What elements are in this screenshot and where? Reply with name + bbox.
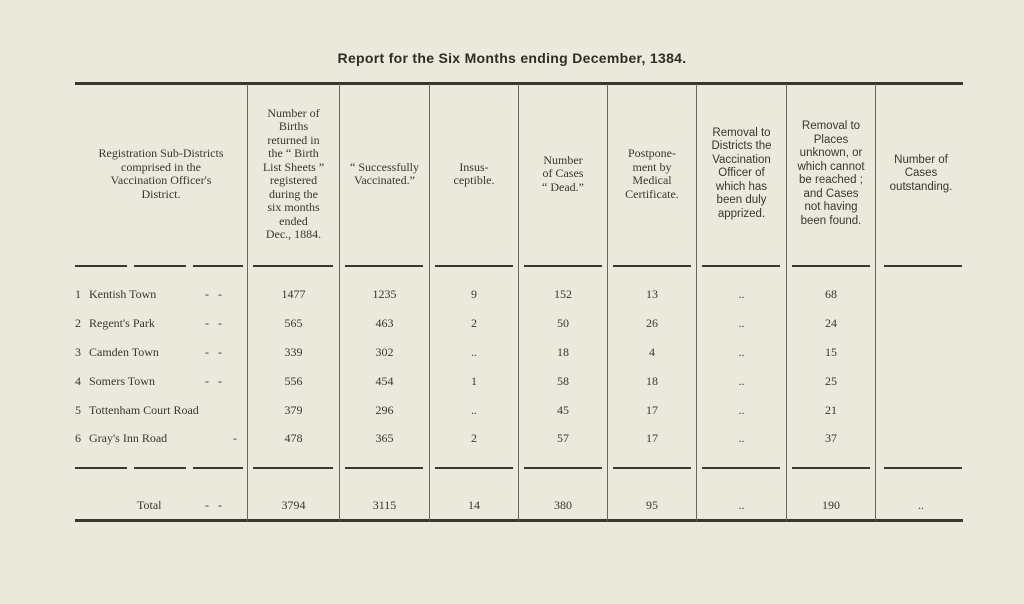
births-total: 3794 [281, 498, 306, 512]
insusceptible-cell: .. [471, 403, 477, 417]
outstanding-cell [876, 341, 966, 363]
vaccinated-cell: 454 [375, 374, 394, 388]
vaccinated-total: 3115 [372, 498, 397, 512]
row-number: 1 [75, 287, 81, 301]
postponement-cell: 4 [649, 345, 655, 359]
dead-cell: 58 [557, 374, 569, 388]
header-postponement: Postpone- ment by Medical Certificate. [625, 146, 679, 201]
births-cell: 1477 [281, 287, 306, 301]
vaccinated-cell: 296 [375, 403, 394, 417]
postponement-cell: 17 [646, 403, 658, 417]
header-vaccinated: “ Successfully Vaccinated.” [350, 159, 419, 187]
total-label: Total [137, 498, 162, 512]
insusceptible-total: 14 [468, 498, 480, 512]
table-row [75, 370, 963, 392]
removal-unknown-cell: 21 [825, 403, 837, 417]
district-name: Kentish Town [89, 287, 157, 301]
insusceptible-cell: 2 [471, 316, 477, 330]
dead-cell: 18 [557, 345, 569, 359]
table-row [75, 312, 963, 334]
district-name: Regent's Park [89, 316, 155, 330]
outstanding-cell [876, 370, 966, 392]
table-row [75, 341, 963, 363]
row-number: 6 [75, 431, 81, 445]
insusceptible-cell: 2 [471, 431, 477, 445]
row-number: 2 [75, 316, 81, 330]
header-outstanding: Number of Cases outstanding. [889, 153, 953, 193]
page-title: Report for the Six Months ending December, 1384. [337, 50, 687, 66]
leader-dashes: - - [205, 345, 222, 359]
header-removal-districts: Removal to Districts the Vaccination Officer of which has been duly apprized. [711, 126, 772, 220]
postponement-cell: 17 [646, 431, 658, 445]
vaccinated-cell: 365 [375, 431, 394, 445]
births-cell: 565 [284, 316, 303, 330]
removal-unknown-cell: 15 [825, 345, 837, 359]
header-births: Number of Births returned in the “ Birth List Sheets ” registered during the six months ended Dec., 1884. [262, 105, 325, 241]
removal-unknown-cell: 68 [825, 287, 837, 301]
removal-unknown-cell: 25 [825, 374, 837, 388]
dead-cell: 45 [557, 403, 569, 417]
births-cell: 379 [284, 403, 303, 417]
district-name: Somers Town [89, 374, 155, 388]
outstanding-cell [876, 399, 966, 421]
leader-dashes: - [233, 431, 237, 445]
dead-cell: 152 [554, 287, 572, 301]
removal-unknown-total: 190 [822, 498, 840, 512]
removal-unknown-cell: 37 [825, 431, 837, 445]
removal-districts-cell: .. [738, 316, 745, 330]
removal-districts-cell: .. [738, 374, 745, 388]
births-cell: 556 [284, 374, 303, 388]
postponement-cell: 13 [646, 287, 658, 301]
removal-districts-cell: .. [738, 287, 745, 301]
removal-districts-cell: .. [738, 345, 745, 359]
births-cell: 478 [284, 431, 303, 445]
table-row [75, 283, 963, 305]
district-name: Camden Town [89, 345, 159, 359]
table-row [75, 399, 963, 421]
outstanding-total: .. [918, 498, 924, 512]
births-cell: 339 [284, 345, 303, 359]
vaccinated-cell: 1235 [372, 287, 397, 301]
header-district: Registration Sub-Districts comprised in the Vaccination Officer's District. [98, 146, 224, 201]
outstanding-cell [876, 283, 966, 305]
dead-total: 380 [554, 498, 572, 512]
removal-districts-total: .. [738, 498, 745, 512]
header-dead: Number of Cases “ Dead.” [542, 152, 584, 194]
outstanding-cell [876, 312, 966, 334]
total-row [75, 494, 963, 516]
vaccinated-cell: 302 [375, 345, 394, 359]
header-removal-unknown: Removal to Places unknown, or which cannot be reached ; and Cases not having been found. [797, 120, 865, 227]
leader-dashes: - - [205, 316, 222, 330]
insusceptible-cell: 1 [471, 374, 477, 388]
leader-dashes: - - [205, 287, 222, 301]
outstanding-cell [876, 427, 966, 449]
removal-unknown-cell: 24 [825, 316, 837, 330]
row-number: 3 [75, 345, 81, 359]
row-number: 5 [75, 403, 81, 417]
removal-districts-cell: .. [738, 431, 745, 445]
dead-cell: 57 [557, 431, 569, 445]
postponement-cell: 18 [646, 374, 658, 388]
removal-districts-cell: .. [738, 403, 745, 417]
district-name: Tottenham Court Road [89, 403, 199, 417]
postponement-total: 95 [646, 498, 658, 512]
leader-dashes: - - [205, 498, 222, 512]
postponement-cell: 26 [646, 316, 658, 330]
vaccinated-cell: 463 [375, 316, 394, 330]
table-row [75, 427, 963, 449]
district-name: Gray's Inn Road [89, 431, 168, 445]
leader-dashes: - - [205, 374, 222, 388]
bottom-rule [75, 519, 963, 522]
dead-cell: 50 [557, 316, 569, 330]
insusceptible-cell: .. [471, 345, 477, 359]
insusceptible-cell: 9 [471, 287, 477, 301]
row-number: 4 [75, 374, 81, 388]
header-insusceptible: Insus- ceptible. [453, 159, 495, 187]
